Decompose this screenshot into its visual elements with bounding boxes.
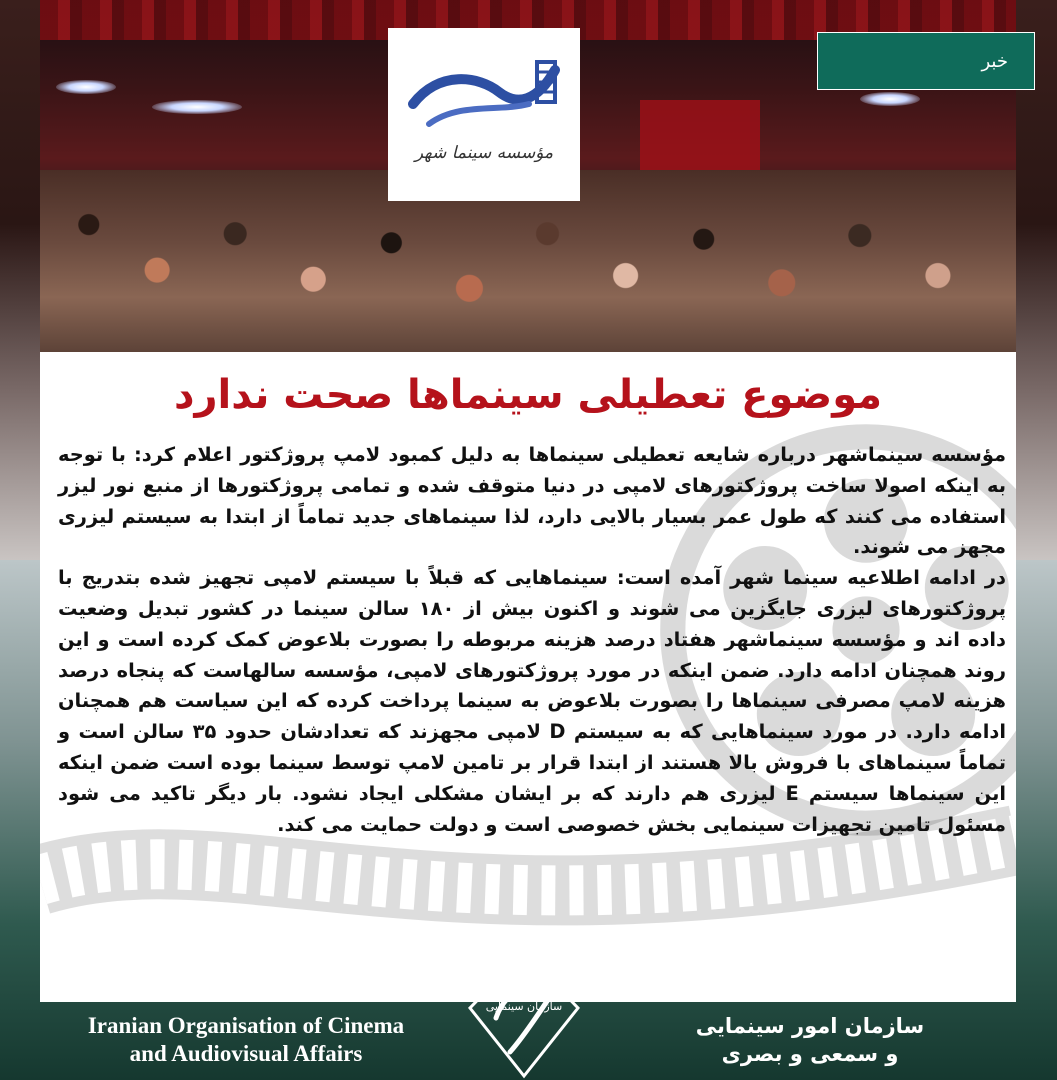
ceiling-light xyxy=(860,92,920,106)
cinema-shahr-logo xyxy=(388,28,580,201)
cinema-organization-emblem-icon xyxy=(466,948,582,1080)
news-tag: خبر xyxy=(817,32,1035,90)
org-fa-line1: سازمان امور سینمایی xyxy=(695,1014,925,1038)
org-en-line2: and Audiovisual Affairs xyxy=(129,1041,363,1066)
article-body xyxy=(58,440,1006,840)
org-fa-line2: و سمعی و بصری xyxy=(721,1042,899,1066)
organization-name-english xyxy=(36,1012,456,1068)
logo-caption: مؤسسه سینما شهر xyxy=(414,142,554,163)
cinema-shahr-logo-icon xyxy=(399,40,569,190)
emblem-text: سازمان سینمایی xyxy=(485,1000,563,1013)
organization-name-persian xyxy=(610,1012,1010,1068)
org-en-line1: Iranian Organisation of Cinema xyxy=(87,1013,405,1038)
ceiling-light xyxy=(152,100,242,114)
paragraph-1: مؤسسه سینماشهر درباره شایعه تعطیلی سینماها به دلیل کمبود لامپ پروژکتور اعلام کرد: با توجه به اینکه اصولا ساخت پروژکتورهای لامپی در دنیا متوقف شده و تمامی پروژکتورها از منبع نور لیزر استفاده می کنند که طول عمر بسیار بالایی دارد، لذا سینماهای جدید تماماً از ابتدا به سیستم لیزری مجهز می شوند. xyxy=(58,443,1006,559)
red-wall-panel xyxy=(640,100,760,170)
ceiling-light xyxy=(56,80,116,94)
paragraph-2: در ادامه اطلاعیه سینما شهر آمده است: سینماهایی که قبلاً با سیستم لامپی تجهیز شده بتدریج با پروژکتورهای لیزری جایگزین می شوند و اکنون بیش از ۱۸۰ سالن سینما در کشور تبدیل وضعیت داده اند و مؤسسه سینماشهر هفتاد درصد هزینه مربوطه را بصورت بلاعوض کمک کرده است و این روند همچنان ادامه دارد. ضمن اینکه در مورد پروژکتورهای لامپی، مؤسسه سالهاست که پنجاه درصد هزینه لامپ مصرفی سینماها را بصورت بلاعوض به سینما پرداخت کرده که این سیاست هم همچنان ادامه دارد. در مورد سینماهایی که به سیستم D لامپی مجهزند که تعدادشان حدود ۳۵ سالن است و تماماً سینماهای با فروش بالا هستند از ابتدا قرار بر تامین لامپ توسط سینما بوده است ضمن اینکه این سینماها سیستم E لیزری هم دارند که بر ایشان مشکلی ایجاد نشود. بار دیگر تاکید می شود مسئول تامین تجهیزات سینمایی بخش خصوصی است و دولت حمایت می کند. xyxy=(58,566,1006,836)
headline: موضوع تعطیلی سینماها صحت ندارد xyxy=(173,372,883,418)
